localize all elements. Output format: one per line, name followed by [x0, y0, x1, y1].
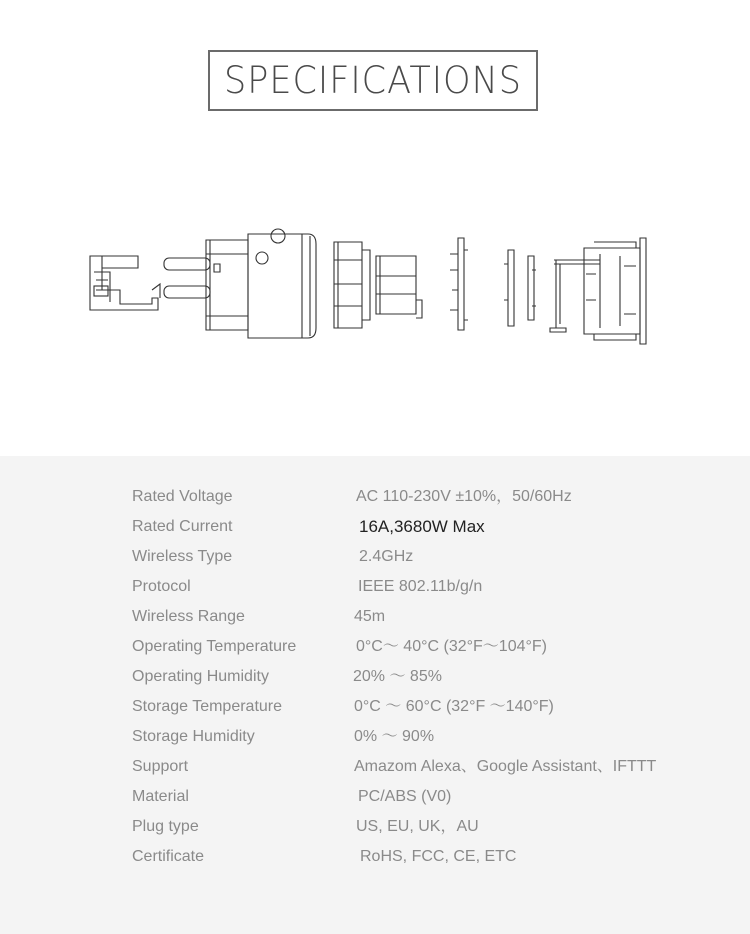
page-title: SPECIFICATIONS [224, 58, 522, 103]
spec-label: Operating Temperature [132, 638, 297, 655]
spec-value: 2.4GHz [359, 548, 414, 565]
smart-plug-exploded-view-icon [80, 220, 670, 350]
spec-value: PC/ABS (V0) [358, 788, 452, 805]
relay-part [334, 242, 422, 328]
spec-value: IEEE 802.11b/g/n [358, 578, 483, 595]
spec-label: Protocol [132, 578, 191, 595]
contact-plate-part [504, 250, 536, 326]
spec-row-operating-temperature [0, 632, 750, 662]
spec-row-operating-humidity [0, 662, 750, 692]
spec-value: 16A,3680W Max [359, 517, 485, 536]
bracket-part [90, 256, 160, 310]
spec-value: 0°C ～ 60°C (32°F ～140°F) [354, 698, 554, 715]
spec-label: Rated Voltage [132, 488, 233, 505]
spec-row-wireless-range [0, 602, 750, 632]
spec-value: 0% ～ 90% [354, 728, 435, 745]
spec-label: Storage Temperature [132, 698, 283, 715]
spec-row-rated-current [0, 512, 750, 542]
title-frame [208, 50, 538, 111]
spec-value: US, EU, UK，AU [356, 818, 479, 835]
socket-face-part [550, 238, 646, 344]
spec-row-plug-type [0, 812, 750, 842]
spec-label: Storage Humidity [132, 728, 255, 745]
spec-label: Certificate [132, 848, 205, 865]
spec-value: RoHS, FCC, CE, ETC [360, 848, 517, 865]
spec-label: Operating Humidity [132, 668, 269, 685]
specifications-table [0, 456, 750, 934]
spec-label: Material [132, 788, 189, 805]
spec-row-rated-voltage [0, 482, 750, 512]
spec-label: Wireless Range [132, 608, 245, 625]
header-section [0, 0, 750, 456]
spec-value: 20% ～ 85% [353, 668, 442, 685]
spec-row-protocol [0, 572, 750, 602]
spec-label: Wireless Type [132, 548, 233, 565]
spec-row-support [0, 752, 750, 782]
spec-value: 0°C～ 40°C (32°F～104°F) [356, 638, 547, 655]
spec-row-wireless-type [0, 542, 750, 572]
spec-row-certificate [0, 842, 750, 872]
spec-row-storage-temperature [0, 692, 750, 722]
spec-label: Rated Current [132, 518, 233, 535]
spec-label: Support [132, 758, 189, 775]
spec-row-storage-humidity [0, 722, 750, 752]
spec-value: Amazom Alexa、Google Assistant、IFTTT [354, 758, 657, 775]
spec-value: 45m [354, 608, 386, 625]
spec-value: AC 110-230V ±10%，50/60Hz [356, 488, 572, 505]
spec-label: Plug type [132, 818, 199, 835]
spec-row-material [0, 782, 750, 812]
circuit-board-part [450, 238, 468, 330]
plug-body-part [164, 229, 316, 338]
